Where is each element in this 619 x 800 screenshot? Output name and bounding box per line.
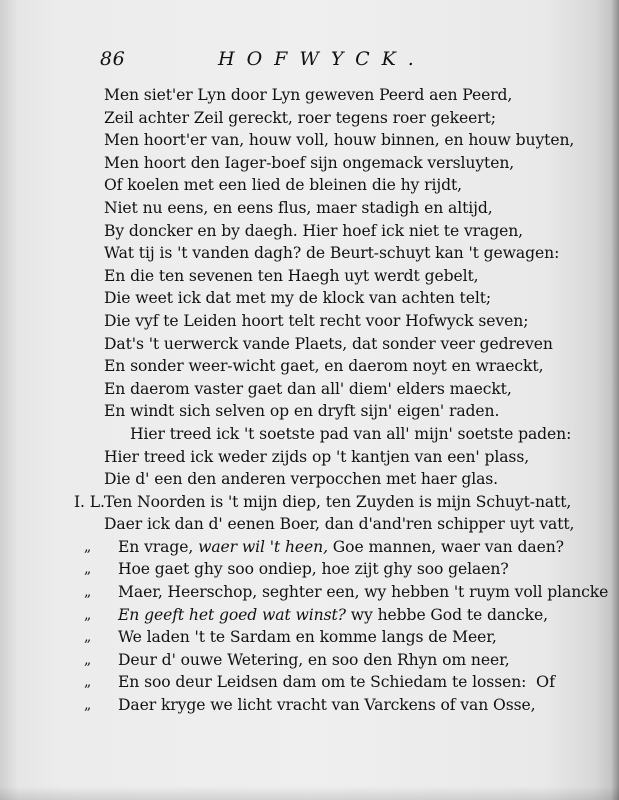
verse-line: [74, 423, 574, 446]
text-segment: Die vyf te Leiden hoort telt recht voor Hofwyck seven;: [104, 311, 529, 330]
verse-line-text: [118, 671, 526, 694]
text-segment: Die weet ick dat met my de klock van achten telt;: [104, 289, 492, 308]
quotation-marker: „: [84, 606, 92, 623]
text-segment: We laden 't te Sardam en komme langs de Meer,: [118, 628, 497, 647]
text-segment: Hier treed ick weder zijds op 't kantjen van een' plass,: [104, 447, 530, 466]
verse-line-text: [104, 265, 479, 288]
text-segment: Daer kryge we licht vracht van Varckens of van Osse,: [118, 696, 536, 715]
verse-line-text: [104, 174, 462, 197]
quotation-marker: „: [84, 629, 92, 646]
verse-line: [74, 446, 574, 469]
verse-line-text: [104, 220, 523, 243]
verse-line-text: [130, 423, 571, 446]
verse-line: [74, 265, 574, 288]
verse-line: [74, 468, 574, 491]
catchword: Of: [536, 672, 556, 691]
text-segment: Maer, Heerschop, seghter een, wy hebben 't ruym voll plancke: [118, 583, 609, 602]
verse-line: [74, 107, 574, 130]
verse-line-text: [118, 694, 535, 717]
verse-line-text: [104, 129, 574, 152]
text-segment: Hier treed ick 't soetste pad van all' mijn' soetste paden:: [130, 424, 572, 443]
verse-line-text: [104, 333, 553, 356]
text-segment: By doncker en by daegh. Hier hoef ick niet te vragen,: [104, 221, 524, 240]
italic-segment: En geeft het goed wat winst?: [118, 605, 346, 624]
running-head: [100, 48, 520, 78]
verse-line: [74, 491, 574, 514]
verse-line: [74, 671, 574, 694]
text-segment: En daerom vaster gaet dan all' diem' elders maeckt,: [104, 379, 512, 398]
verse-line: [74, 558, 574, 581]
text-segment: Daer ick dan d' eenen Boer, dan d'and'ren schipper uyt vatt,: [104, 515, 575, 534]
quotation-marker: „: [84, 651, 92, 668]
text-segment: Zeil achter Zeil gereckt, roer tegens roer gekeert;: [104, 108, 496, 127]
verse-line-text: [118, 536, 564, 559]
verse-line: [74, 513, 574, 536]
verse-line-text: [104, 152, 514, 175]
verse-line-text: [118, 649, 510, 672]
verse-line: [74, 581, 609, 604]
text-segment: Wat tij is 't vanden dagh? de Beurt-schuyt kan 't gewagen:: [104, 244, 560, 263]
italic-segment: waer wil 't heen,: [198, 537, 328, 556]
text-segment: Ten Noorden is 't mijn diep, ten Zuyden is mijn Schuyt-natt,: [104, 492, 572, 511]
verse-line: [74, 152, 574, 175]
verse-line: [74, 310, 574, 333]
verse-line: [74, 400, 574, 423]
text-segment: Hoe gaet ghy soo ondiep, hoe zijt ghy soo gelaen?: [118, 560, 509, 579]
verse-line-text: [104, 513, 574, 536]
text-segment: En soo deur Leidsen dam om te Schiedam te lossen:: [118, 673, 527, 692]
quotation-marker: „: [84, 697, 92, 714]
verse-line: [74, 536, 574, 559]
verse-line-text: [104, 446, 529, 469]
page-edge-shadow: [611, 0, 619, 800]
verse-line-text: [118, 626, 497, 649]
verse-line: [74, 129, 574, 152]
verse-line-text: [118, 581, 608, 604]
verse-line-text: [104, 84, 512, 107]
text-segment: Men hoort'er van, houw voll, houw binnen, en houw buyten,: [104, 131, 575, 150]
text-segment: wy hebbe God te dancke,: [345, 605, 548, 624]
text-segment: Dat's 't uerwerck vande Plaets, dat sonder veer gedreven: [104, 334, 553, 353]
verse-line: [74, 649, 574, 672]
quotation-marker: „: [84, 561, 92, 578]
text-segment: Of koelen met een lied de bleinen die hy rijdt,: [104, 176, 462, 195]
speaker-marker: I. L.: [74, 492, 105, 511]
verse-line: [74, 220, 574, 243]
text-segment: Goe mannen, waer van daen?: [327, 537, 564, 556]
verse-line-text: [118, 604, 548, 627]
verse-line-text: [104, 355, 543, 378]
text-segment: En sonder weer-wicht gaet, en daerom noyt en wraeckt,: [104, 357, 544, 376]
verse-line: [74, 84, 574, 107]
running-title: HOFWYCK.: [218, 48, 426, 70]
verse-line: [74, 197, 574, 220]
verse-line: [74, 355, 574, 378]
verse-line-text: [104, 310, 528, 333]
verse-line-text: [104, 468, 498, 491]
verse-block: [74, 84, 609, 717]
text-segment: Die d' een den anderen verpocchen met haer glas.: [104, 470, 499, 489]
text-segment: Deur d' ouwe Wetering, en soo den Rhyn om neer,: [118, 650, 510, 669]
page-number: 86: [100, 48, 126, 70]
verse-line: [74, 694, 574, 717]
verse-line: [74, 626, 574, 649]
verse-line: [74, 378, 574, 401]
text-segment: Men hoort den Iager-boef sijn ongemack versluyten,: [104, 153, 515, 172]
verse-line: [74, 287, 574, 310]
page-bottom-shadow: [0, 786, 619, 800]
text-segment: Men siet'er Lyn door Lyn geweven Peerd aen Peerd,: [104, 86, 513, 104]
verse-line: [74, 174, 574, 197]
text-segment: Niet nu eens, en eens flus, maer stadigh en altijd,: [104, 198, 493, 217]
verse-line-text: [104, 197, 493, 220]
verse-line: [74, 604, 574, 627]
verse-line-text: [104, 242, 559, 265]
quotation-marker: „: [84, 538, 92, 555]
verse-line-text: [104, 378, 512, 401]
verse-line-text: [104, 107, 496, 130]
verse-line-text: [104, 400, 499, 423]
verse-line-text: [118, 558, 509, 581]
verse-line: [74, 333, 574, 356]
verse-line-text: [104, 287, 491, 310]
text-segment: En die ten sevenen ten Haegh uyt werdt gebelt,: [104, 266, 479, 285]
quotation-marker: „: [84, 674, 92, 691]
quotation-marker: „: [84, 584, 92, 601]
verse-line: [74, 242, 574, 265]
verse-line-text: [104, 491, 571, 514]
text-segment: En vrage,: [118, 537, 199, 556]
text-segment: En windt sich selven op en dryft sijn' eigen' raden.: [104, 402, 500, 421]
